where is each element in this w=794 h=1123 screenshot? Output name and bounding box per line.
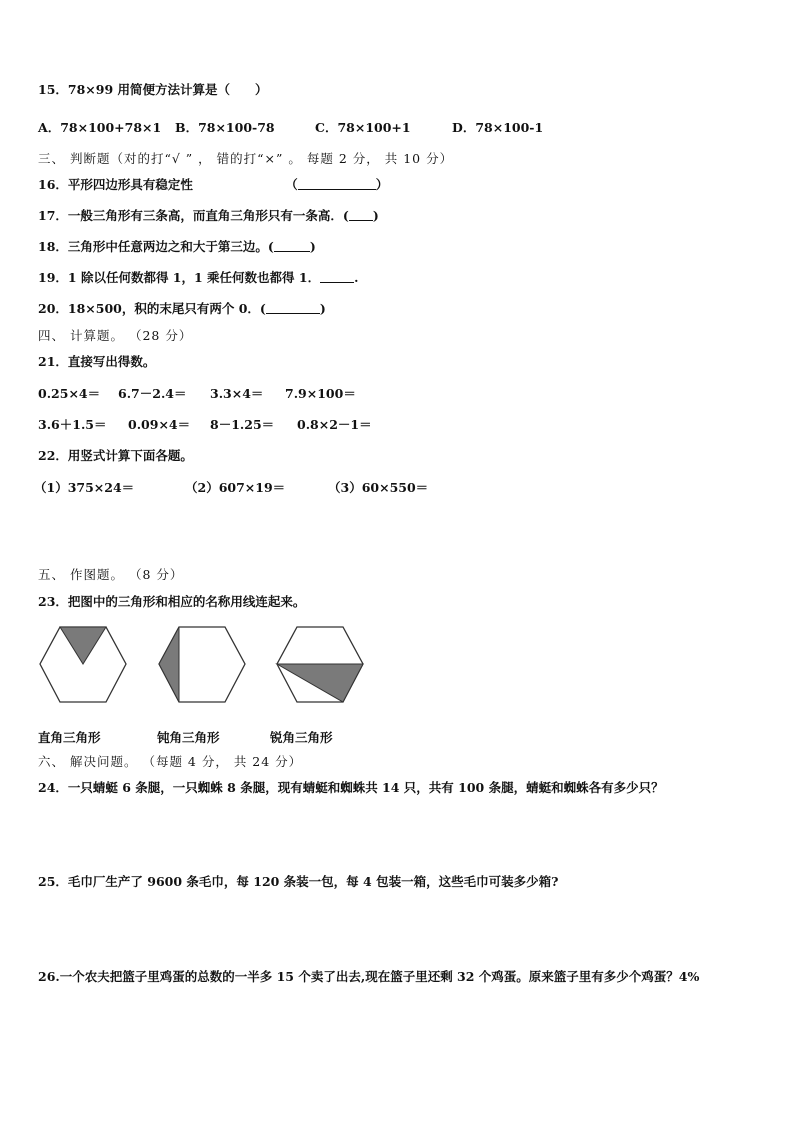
- q21-r2-c2: 0.09×4＝: [128, 417, 191, 432]
- question-20: [38, 301, 326, 317]
- question-19: [38, 270, 358, 286]
- question-21: 21．直接写出得数。: [38, 354, 156, 369]
- q21-r1-c2: 6.7－2.4＝: [118, 386, 187, 401]
- q15-option-d: D．78×100-1: [452, 120, 544, 135]
- question-22: 22．用竖式计算下面各题。: [38, 448, 193, 463]
- question-17: [38, 208, 379, 224]
- question-18: [38, 239, 316, 255]
- section-3-title: 三、 判断题（对的打“√ ” ， 错的打“×” 。 每题 2 分， 共 10 分）: [38, 151, 454, 166]
- q22-item-2: （2）607×19＝: [185, 480, 286, 495]
- section-4-title: 四、 计算题。 （28 分）: [38, 328, 193, 343]
- hexagon-figure-2: [157, 626, 247, 704]
- q21-r1-c1: 0.25×4＝: [38, 386, 101, 401]
- label-obtuse-triangle[interactable]: 钝角三角形: [157, 730, 220, 745]
- q21-r2-c1: 3.6＋1.5＝: [38, 417, 107, 432]
- q18-text: 18．三角形中任意两边之和大于第三边。(: [38, 239, 274, 254]
- q19-answer-blank[interactable]: [320, 270, 354, 283]
- q20-answer-blank[interactable]: [266, 301, 320, 314]
- label-right-triangle[interactable]: 直角三角形: [38, 730, 101, 745]
- q16-close-paren: ）: [375, 177, 389, 192]
- q19-text: 19．1 除以任何数都得 1，1 乘任何数也都得 1．: [38, 270, 321, 285]
- question-15: 15．78×99 用简便方法计算是（ ）: [38, 82, 268, 97]
- question-24: 24．一只蜻蜓 6 条腿，一只蜘蛛 8 条腿，现有蜻蜓和蜘蛛共 14 只，共有 100 条腿，蜻蜓和蜘蛛各有多少只？: [38, 780, 664, 795]
- question-16: [38, 177, 388, 193]
- question-23: 23．把图中的三角形和相应的名称用线连起来。: [38, 594, 306, 609]
- q21-r1-c3: 3.3×4＝: [210, 386, 264, 401]
- q21-r1-c4: 7.9×100＝: [285, 386, 356, 401]
- q15-option-a: A．78×100+78×1: [38, 120, 162, 135]
- q16-text: 16．平形四边形具有稳定性: [38, 177, 193, 192]
- q22-item-3: （3）60×550＝: [328, 480, 429, 495]
- section-6-title: 六、 解决问题。 （每题 4 分， 共 24 分）: [38, 754, 303, 769]
- q22-item-1: （1）375×24＝: [34, 480, 135, 495]
- q17-close-paren: ): [372, 208, 379, 223]
- section-5-title: 五、 作图题。 （8 分）: [38, 567, 184, 582]
- hexagon-2-triangle: [159, 627, 179, 702]
- question-26: 26.一个农夫把篮子里鸡蛋的总数的一半多 15 个卖了出去,现在篮子里还剩 32 个鸡蛋。原来篮子里有多少个鸡蛋？4%: [38, 969, 700, 984]
- question-25: 25．毛巾厂生产了 9600 条毛巾，每 120 条装一包，每 4 包装一箱，这些毛巾可装多少箱?: [38, 874, 559, 889]
- hexagon-figure-1: [38, 626, 128, 704]
- q16-answer-blank[interactable]: [298, 177, 376, 190]
- hexagon-figure-3: [275, 626, 365, 704]
- q15-option-c: C．78×100+1: [315, 120, 411, 135]
- q19-end: .: [354, 270, 359, 285]
- label-acute-triangle[interactable]: 锐角三角形: [270, 730, 333, 745]
- q18-close-paren: ): [309, 239, 316, 254]
- q20-close-paren: ): [319, 301, 326, 316]
- q21-r2-c4: 0.8×2－1＝: [297, 417, 372, 432]
- q17-answer-blank[interactable]: [349, 208, 373, 221]
- q16-open-paren: （: [285, 177, 298, 192]
- q15-option-b: B．78×100-78: [175, 120, 275, 135]
- q18-answer-blank[interactable]: [274, 239, 310, 252]
- q17-text: 17．一般三角形有三条高，而直角三角形只有一条高．(: [38, 208, 349, 223]
- q21-r2-c3: 8－1.25＝: [210, 417, 275, 432]
- q20-text: 20．18×500，积的末尾只有两个 0．(: [38, 301, 266, 316]
